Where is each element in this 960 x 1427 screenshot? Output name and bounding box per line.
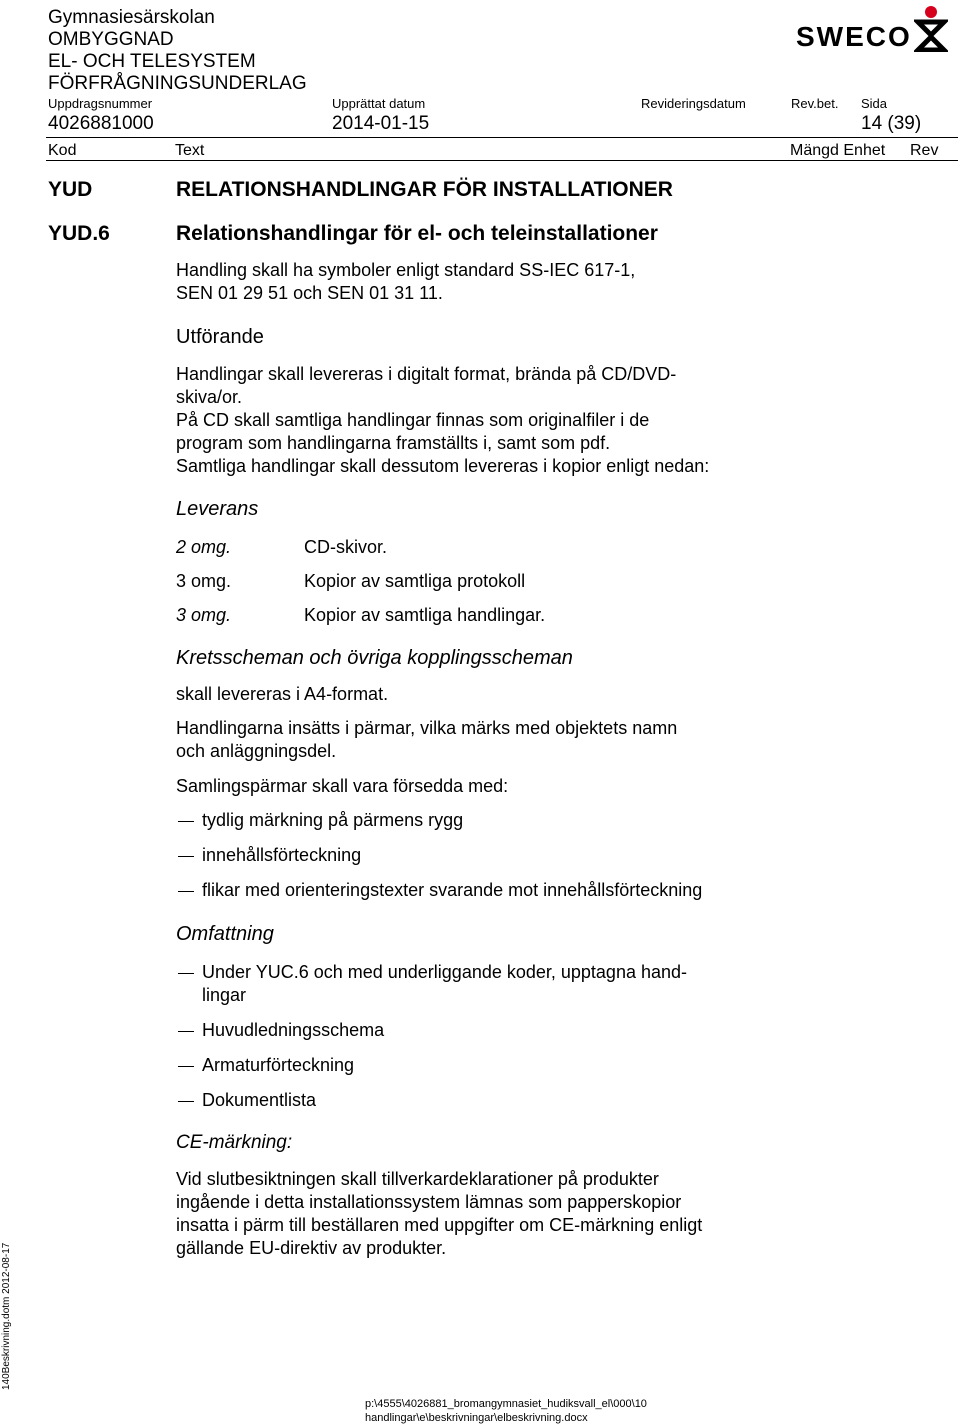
- section-title-yud: RELATIONSHANDLINGAR FÖR INSTALLATIONER: [176, 178, 673, 201]
- value-uppdragsnummer: 4026881000: [48, 113, 154, 134]
- leverans-desc-1: CD-skivor.: [304, 537, 388, 557]
- value-upprattat-datum: 2014-01-15: [332, 113, 430, 134]
- paragraph-ce-1: Vid slutbesiktningen skall tillverkardeklarationer på produkter: [176, 1169, 659, 1189]
- column-text: Text: [175, 142, 205, 159]
- column-mangd-enhet: Mängd Enhet: [790, 142, 886, 159]
- footer-path-1: p:\4555\4026881_bromangymnasiet_hudiksvall_el\000\10: [365, 1398, 647, 1410]
- footer-path-2: handlingar\e\beskrivningar\elbeskrivning.docx: [365, 1412, 588, 1424]
- label-sida: Sida: [861, 96, 888, 111]
- header-divider-top: [46, 137, 958, 138]
- list-item-dokumentlista: Dokumentlista: [202, 1090, 317, 1110]
- logo-text: SWECO: [796, 21, 912, 52]
- column-kod: Kod: [48, 142, 77, 159]
- header-line-2: OMBYGGNAD: [48, 29, 174, 50]
- subheading-kretsscheman: Kretsscheman och övriga kopplingsscheman: [176, 647, 573, 669]
- paragraph-parmar-2: och anläggningsdel.: [176, 741, 337, 761]
- column-rev: Rev: [910, 142, 939, 159]
- sweco-figure-icon: [914, 4, 948, 52]
- list-dash-icon: [178, 1031, 194, 1032]
- leverans-qty-1: 2 omg.: [176, 537, 232, 557]
- list-item-huvudledning: Huvudledningsschema: [202, 1020, 385, 1040]
- paragraph-ce-4: gällande EU-direktiv av produkter.: [176, 1238, 447, 1258]
- paragraph-ce-2: ingående i detta installationssystem lämnas som papperskopior: [176, 1192, 682, 1212]
- section-code-yud6: YUD.6: [48, 222, 110, 245]
- paragraph-kopior: Samtliga handlingar skall dessutom levereras i kopior enligt nedan:: [176, 456, 710, 476]
- leverans-qty-3: 3 omg.: [176, 605, 232, 625]
- list-item-flikar: flikar med orienteringstexter svarande mot innehållsförteckning: [202, 880, 703, 900]
- paragraph-parmar-1: Handlingarna insätts i pärmar, vilka märks med objektets namn: [176, 718, 678, 738]
- header-line-4: FÖRFRÅGNINGSUNDERLAG: [48, 73, 307, 94]
- leverans-desc-3: Kopior av samtliga handlingar.: [304, 605, 546, 625]
- subheading-omfattning: Omfattning: [176, 923, 274, 945]
- label-revideringsdatum: Revideringsdatum: [641, 96, 746, 111]
- list-item-rygg: tydlig märkning på pärmens rygg: [202, 810, 464, 830]
- label-uppdragsnummer: Uppdragsnummer: [48, 96, 153, 111]
- paragraph-cd-2: program som handlingarna framställts i, samt som pdf.: [176, 433, 611, 453]
- paragraph-ce-3: insatta i pärm till beställaren med uppgifter om CE-märkning enligt: [176, 1215, 703, 1235]
- list-item-yuc6-2: lingar: [202, 985, 247, 1005]
- list-item-innehall: innehållsförteckning: [202, 845, 362, 865]
- footer-template-vertical: 140Beskrivning.dotm 2012-08-17: [1, 1242, 12, 1390]
- leverans-qty-2: 3 omg.: [176, 571, 232, 591]
- paragraph-symbols-2: SEN 01 29 51 och SEN 01 31 11.: [176, 283, 443, 303]
- subheading-ce: CE-märkning:: [176, 1132, 293, 1153]
- list-item-armatur: Armaturförteckning: [202, 1055, 355, 1075]
- paragraph-digital-1: Handlingar skall levereras i digitalt format, brända på CD/DVD-: [176, 364, 677, 384]
- paragraph-a4: skall levereras i A4-format.: [176, 684, 389, 704]
- paragraph-samlingsparmar: Samlingspärmar skall vara försedda med:: [176, 776, 509, 796]
- list-dash-icon: [178, 891, 194, 892]
- section-title-yud6: Relationshandlingar för el- och teleinstallationer: [176, 222, 658, 245]
- value-sida: 14 (39): [861, 113, 922, 134]
- label-upprattat-datum: Upprättat datum: [332, 96, 426, 111]
- label-revbet: Rev.bet.: [791, 96, 839, 111]
- subheading-utforande: Utförande: [176, 326, 264, 348]
- leverans-desc-2: Kopior av samtliga protokoll: [304, 571, 526, 591]
- subheading-leverans: Leverans: [176, 498, 259, 520]
- sweco-logo: [796, 4, 956, 54]
- paragraph-digital-2: skiva/or.: [176, 387, 243, 407]
- list-dash-icon: [178, 973, 194, 974]
- paragraph-cd-1: På CD skall samtliga handlingar finnas som originalfiler i de: [176, 410, 650, 430]
- header-line-3: EL- OCH TELESYSTEM: [48, 51, 256, 72]
- section-code-yud: YUD: [48, 178, 93, 201]
- list-dash-icon: [178, 821, 194, 822]
- header-line-1: Gymnasiesärskolan: [48, 7, 215, 28]
- list-dash-icon: [178, 856, 194, 857]
- paragraph-symbols-1: Handling skall ha symboler enligt standard SS-IEC 617-1,: [176, 260, 636, 280]
- header-divider-bottom: [46, 160, 958, 161]
- list-dash-icon: [178, 1066, 194, 1067]
- list-dash-icon: [178, 1101, 194, 1102]
- list-item-yuc6-1: Under YUC.6 och med underliggande koder, upptagna hand-: [202, 962, 688, 982]
